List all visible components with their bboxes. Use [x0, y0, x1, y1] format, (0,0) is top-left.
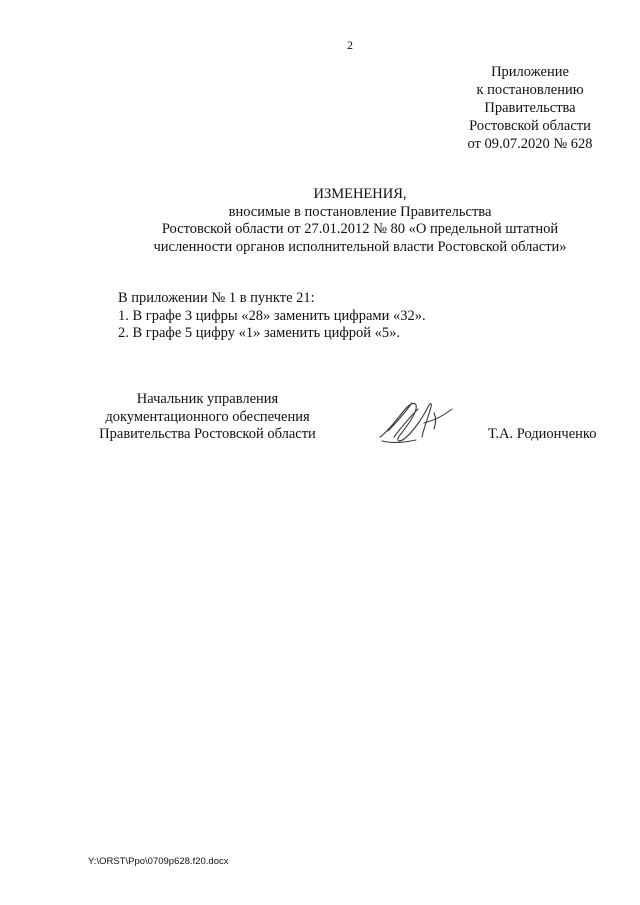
signer-role	[80, 391, 335, 444]
body-intro: В приложении № 1 в пункте 21:	[118, 290, 315, 306]
title-heading: ИЗМЕНЕНИЯ,	[313, 186, 407, 202]
signer-role-line: Начальник управления	[136, 391, 279, 407]
handwritten-signature	[372, 393, 464, 451]
document-title	[40, 186, 640, 256]
appendix-line: Приложение	[491, 64, 569, 80]
appendix-line: Ростовской области	[469, 118, 591, 134]
title-line: Ростовской области от 27.01.2012 № 80 «О предельной штатной	[161, 221, 559, 237]
appendix-date-line: от 09.07.2020 № 628	[467, 136, 593, 152]
signer-name: Т.А. Родионченко	[488, 426, 597, 442]
page-number: 2	[347, 38, 353, 52]
appendix-line: к постановлению	[476, 82, 584, 98]
title-line: численности органов исполнительной власти Ростовской области»	[153, 238, 567, 255]
signer-role-line: документационного обеспечения	[105, 408, 310, 425]
body-item: 1. В графе 3 цифры «28» заменить цифрами «32».	[118, 307, 426, 324]
body-item: 2. В графе 5 цифру «1» заменить цифрой «5».	[118, 325, 401, 341]
appendix-line: Правительства	[484, 100, 576, 116]
document-body	[118, 290, 598, 343]
footer-file-path: Y:\ORST\Ppo\0709p628.f20.docx	[88, 856, 229, 867]
signer-role-line: Правительства Ростовской области	[99, 426, 316, 442]
appendix-block	[430, 63, 630, 153]
title-line: вносимые в постановление Правительства	[228, 203, 492, 220]
